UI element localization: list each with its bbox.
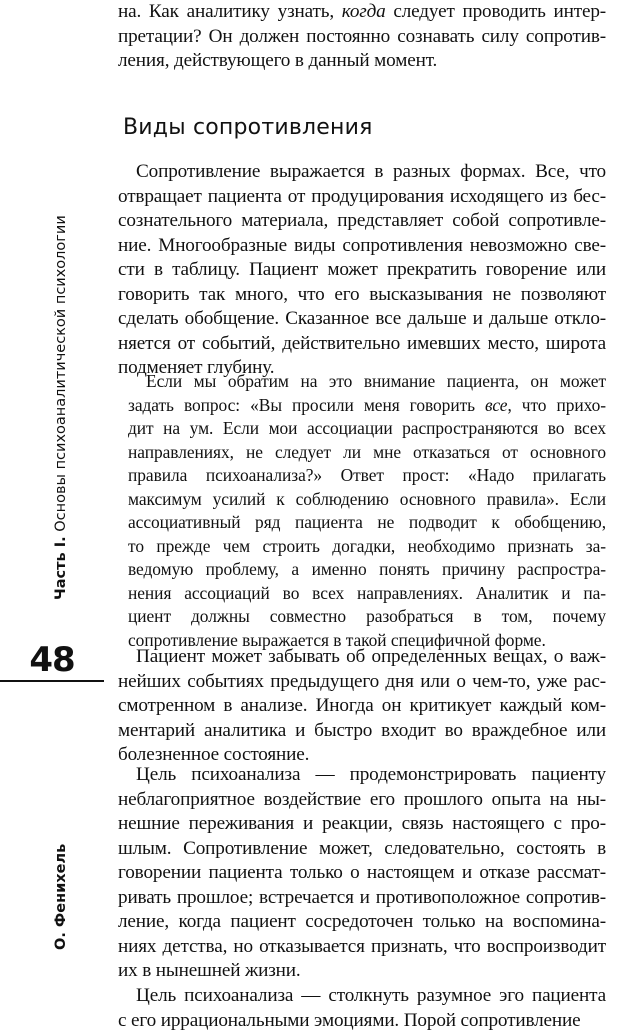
paragraph-3-line: их в нынешней жизни. xyxy=(118,960,301,981)
paragraph-3-line: говорении пациента только о настоящем и отказе рассмат- xyxy=(118,862,606,883)
quote-paragraph-line: ведомую проблему, а именно понять причину распростра- xyxy=(128,559,606,579)
paragraph-1-line: ние. Многообразные виды сопротивления невозможно све- xyxy=(118,234,606,256)
paragraph-2-line: болезненное состояние. xyxy=(118,744,310,765)
paragraph-3-line: неблагоприятное воздействие его прошлого опыта на ны- xyxy=(118,788,606,810)
running-head xyxy=(53,215,69,600)
text-column xyxy=(118,0,606,1031)
quote-paragraph-line: Если мы обратим на это внимание пациента, он может xyxy=(146,371,606,391)
page-number-rule xyxy=(0,680,104,682)
paragraph-2-line: нейших событиях предыдущего дня или о чем-то, уже рас- xyxy=(118,670,606,692)
paragraph-1-line: сделать обобщение. Сказанное все дальше и дальше откло- xyxy=(118,308,606,329)
paragraph-3-line: ниях детства, но отказывается признать, что воспроизводит xyxy=(118,935,606,957)
quote-paragraph-line: задать вопрос: «Вы просили меня говорить все, что прихо- xyxy=(128,394,606,415)
top-paragraph-line: ления, действующего в данный момент. xyxy=(118,50,438,71)
paragraph-3-line: ление, когда пациент сосредоточен только на воспомина- xyxy=(118,911,606,932)
paragraph-1-line: сознательного материала, представляет собой сопротивле- xyxy=(118,210,606,231)
paragraph-1-line: сти в таблицу. Пациент может прекратить говорение или xyxy=(118,259,606,280)
quote-paragraph-line: направлениях, не следует ли мне отказаться от основного xyxy=(128,441,606,462)
quote-paragraph-line: то прежде чем строить догадки, необходимо признать за- xyxy=(128,535,606,556)
paragraph-1-line: отвращает пациента от продуцирования исходящего из бес- xyxy=(118,185,606,207)
paragraph-3-line: нешние переживания и реакции, связь настоящего с про- xyxy=(118,813,606,834)
paragraph-2-line: ментарий аналитика и быстро входит во враждебное или xyxy=(118,719,606,741)
running-head-part: Часть I. xyxy=(53,536,69,600)
section-heading: Виды сопротивления xyxy=(123,115,373,140)
paragraph-1-line: подменяет глубину. xyxy=(118,357,275,378)
top-paragraph-line: на. Как аналитику узнать, когда следует проводить интер- xyxy=(118,1,606,22)
quote-paragraph-line: циент должны совместно разобраться в том, почему xyxy=(128,606,606,626)
paragraph-4-line: с его иррациональными эмоциями. Порой сопротивление xyxy=(118,1009,581,1031)
paragraph-4-line: Цель психоанализа — столкнуть разумное эго пациента xyxy=(136,985,606,1006)
quote-paragraph-line: нения ассоциаций во всех направлениях. Аналитик и па- xyxy=(128,582,606,603)
quote-paragraph-line: сопротивление выражается в такой специфичной форме. xyxy=(128,629,546,650)
paragraph-2-line: Пациент может забывать об определенных вещах, о важ- xyxy=(136,646,606,667)
running-head-title: Основы психоаналитической психологии xyxy=(53,215,69,532)
paragraph-3-line: шлым. Сопротивление может, следовательно, состоять в xyxy=(118,837,606,859)
paragraph-1-line: Сопротивление выражается в разных формах. Все, что xyxy=(136,161,606,182)
paragraph-3-line: ривать прошлое; встречается и противоположное сопротив- xyxy=(118,886,606,908)
quote-paragraph-line: правила психоанализа?» Ответ прост: «Надо прилагать xyxy=(128,465,606,485)
page-number: 48 xyxy=(29,640,75,680)
paragraph-1-line: говорить так много, что его высказывания не позволяют xyxy=(118,283,606,305)
quote-paragraph-line: ассоциативный ряд пациента не подводит к обобщению, xyxy=(128,512,606,532)
quote-paragraph-line: максимум усилий к соблюдению основного правила». Если xyxy=(128,488,606,509)
quote-paragraph-line: дит на ум. Если мои ассоциации распространяются во всех xyxy=(128,418,606,438)
paragraph-2-line: смотренном в анализе. Иногда он критикует каждый ком- xyxy=(118,695,606,716)
author-name: О. Фенихель xyxy=(53,843,69,950)
paragraph-1-line: няется от событий, действительно имевших место, широта xyxy=(118,332,606,354)
paragraph-3-line: Цель психоанализа — продемонстрировать пациенту xyxy=(136,764,606,785)
top-paragraph-line: претации? Он должен постоянно сознавать силу сопротив- xyxy=(118,25,606,47)
